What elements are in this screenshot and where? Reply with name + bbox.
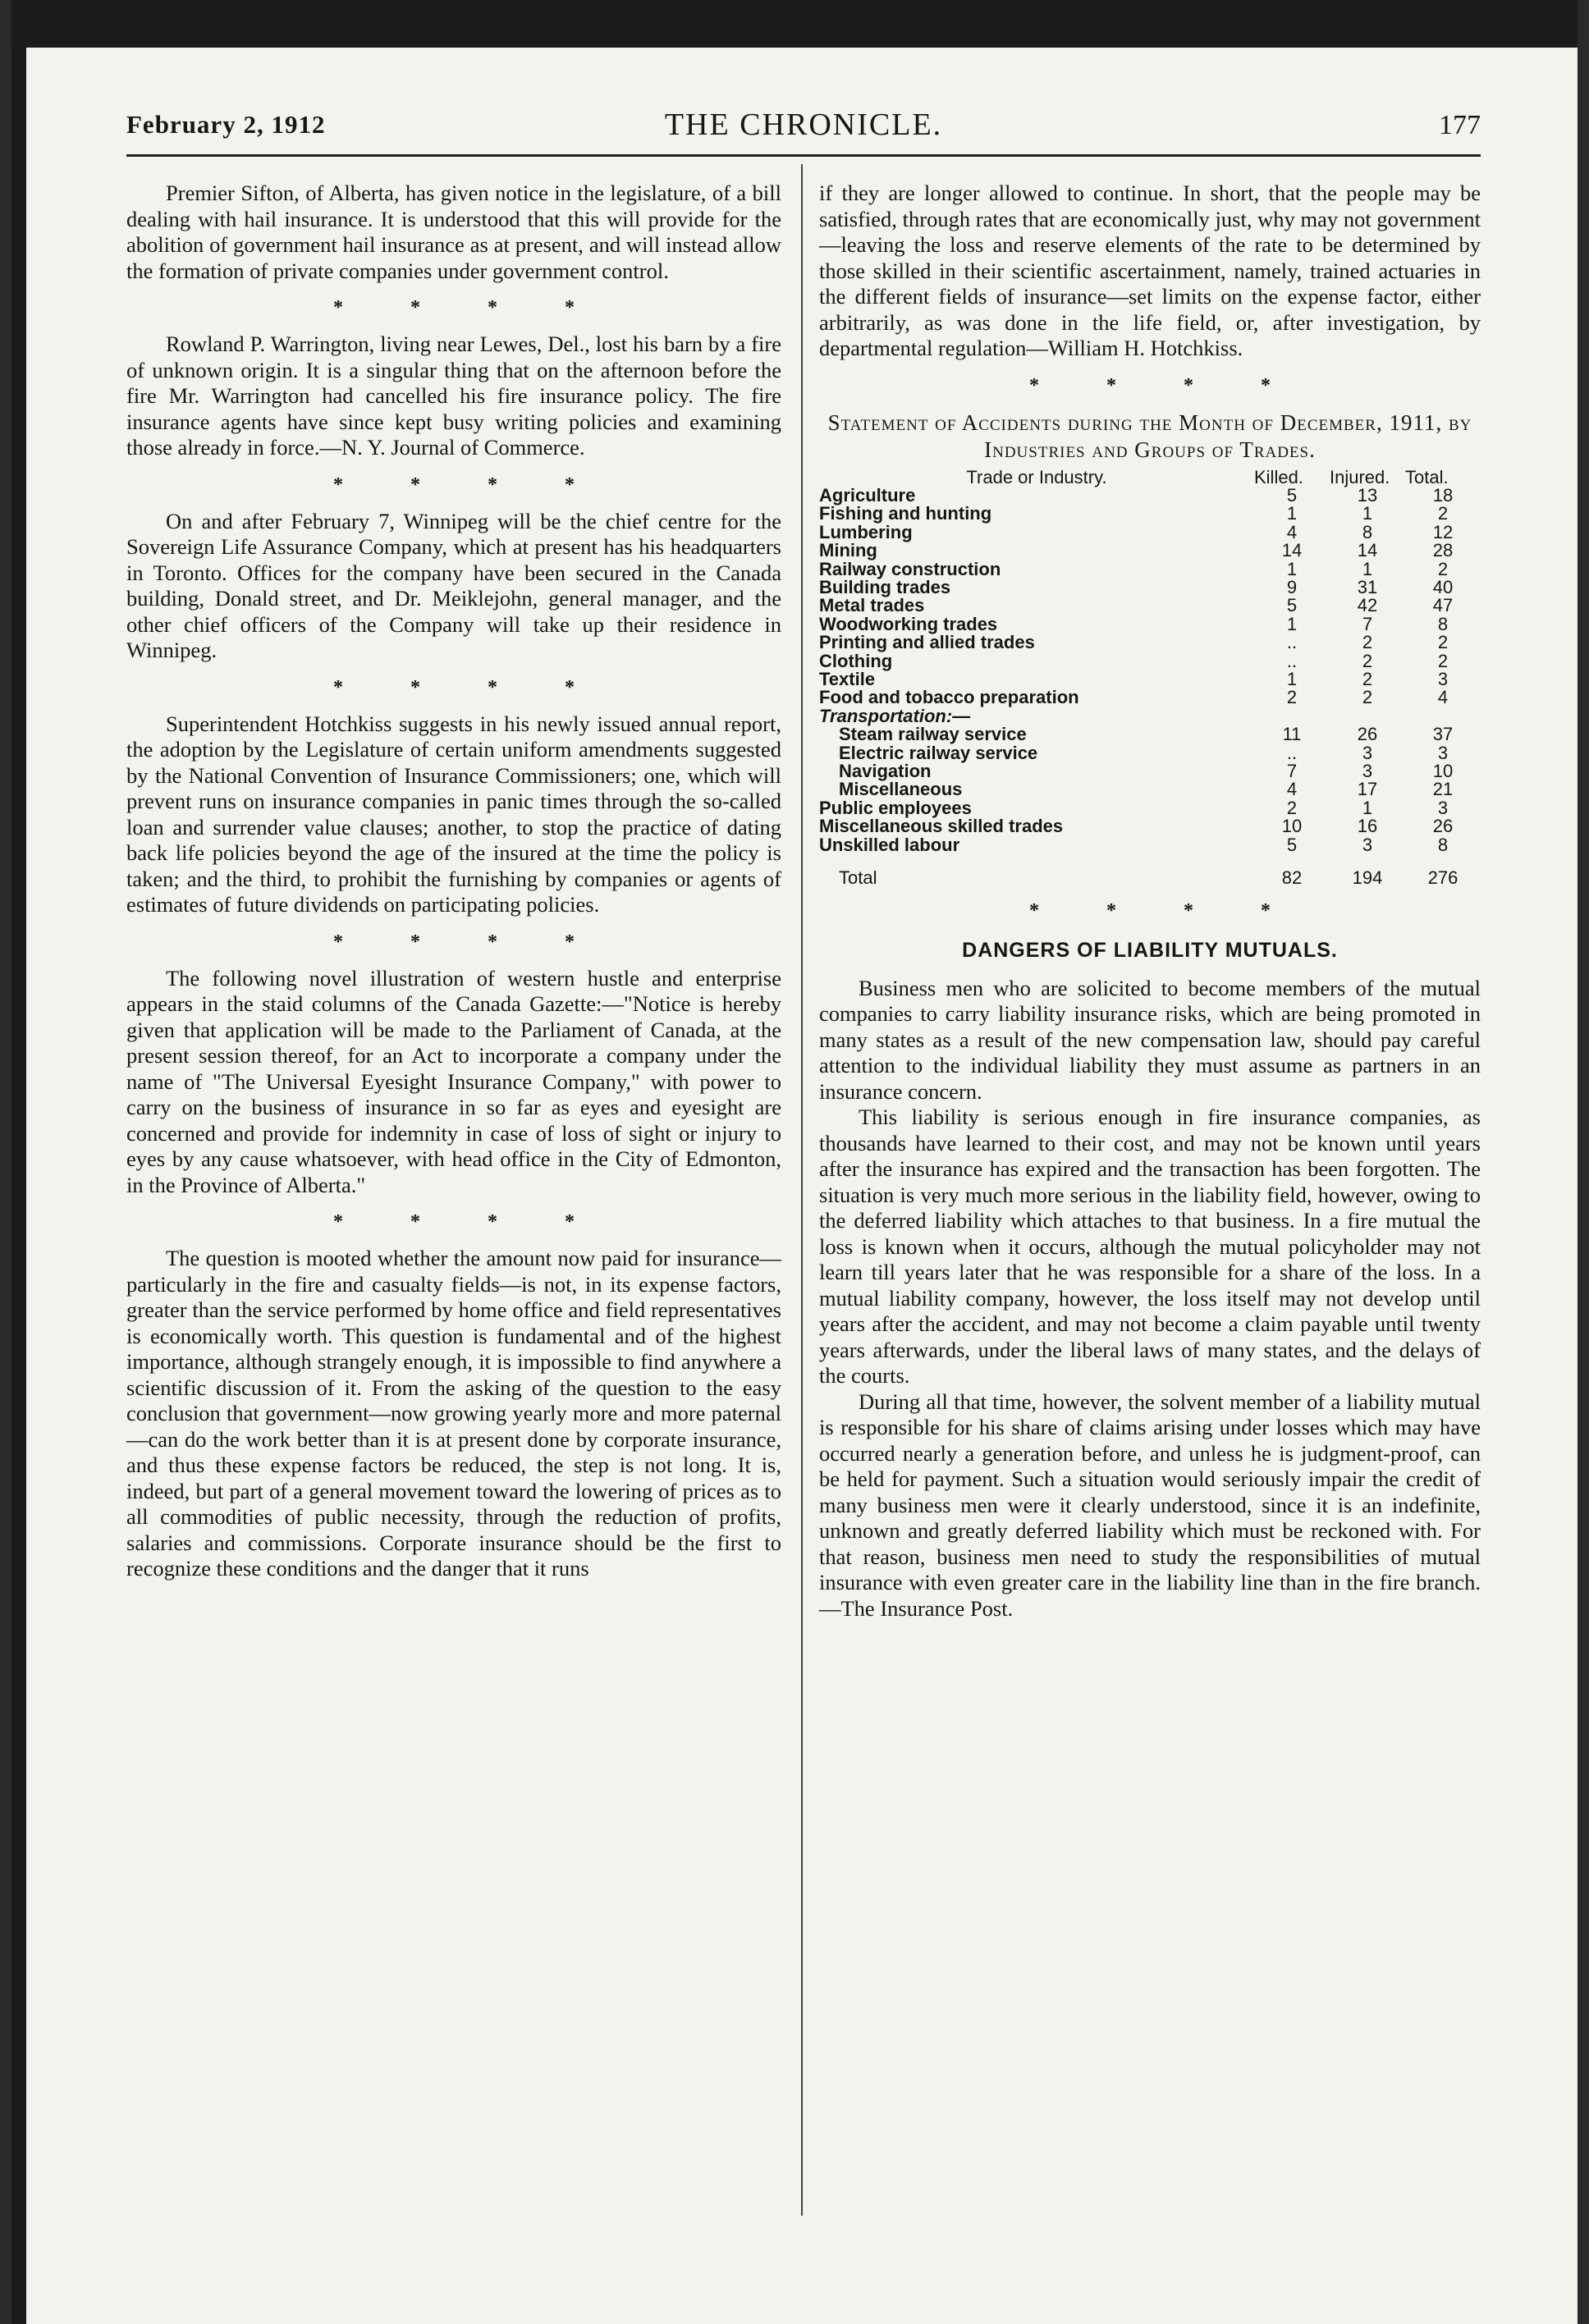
total-cell: 3 xyxy=(1437,668,1449,689)
trade-cell: Navigation xyxy=(839,761,932,781)
killed-cell: 5 xyxy=(1286,834,1298,855)
right-column xyxy=(819,181,1481,1622)
injured-cell xyxy=(1330,707,1405,725)
total-cell: 2 xyxy=(1437,632,1449,653)
injured-cell: 3 xyxy=(1362,761,1373,781)
header-total: Total. xyxy=(1405,466,1449,487)
injured-cell: 3 xyxy=(1362,742,1373,763)
article-insurance-cost: The question is mooted whether the amount now paid for insurance—particularly in the fire and casualty fields—is not, in its expense factors, greater than the service performed by home office and field representatives is economically worth. This question is fundamental and of the highest importance, although strangely enough, it is impossible to find anywhere a scientific discussion of it. From the asking of the question to the easy conclusion that government—now growing yearly more and more paternal—can do the work better than it is at present done by corporate insurance, and thus these expense factors be reduced, the step is not long. It is, indeed, but part of a general movement toward the lowering of prices as to all commodities of public necessity, through the reduction of profits, salaries and commissions. Corporate insurance should be the first to recognize these conditions and the danger that it runs xyxy=(126,1246,781,1581)
total-cell: 28 xyxy=(1432,540,1454,561)
trade-cell: Agriculture xyxy=(819,484,916,506)
table-row xyxy=(819,707,1481,725)
trade-cell: Miscellaneous xyxy=(839,779,963,800)
header-rule xyxy=(126,154,1481,157)
trade-cell: Steam railway service xyxy=(839,724,1027,745)
injured-cell: 31 xyxy=(1357,576,1378,597)
table-row xyxy=(819,652,1481,670)
total-cell: 10 xyxy=(1432,761,1454,781)
table-row xyxy=(819,762,1481,780)
article-warrington-fire: Rowland P. Warrington, living near Lewes, Del., lost his barn by a fire of unknown origin. It is a singular thing that on the afternoon before the fire Mr. Warrington had cancelled his fire insurance policy. The fire insurance agents have since kept busy writing policies and examining those already in force.—N. Y. Journal of Commerce. xyxy=(126,332,781,460)
trade-cell: Unskilled labour xyxy=(819,834,960,855)
trade-cell: Metal trades xyxy=(819,595,925,616)
page-header xyxy=(126,107,1481,156)
trade-cell: Woodworking trades xyxy=(819,613,998,634)
header-injured: Injured. xyxy=(1330,466,1390,487)
table-row xyxy=(819,487,1481,505)
section-separator: * * * * xyxy=(333,473,606,496)
injured-cell: 13 xyxy=(1357,484,1378,506)
table-row xyxy=(819,560,1481,579)
table-row xyxy=(819,615,1481,634)
total-cell: 2 xyxy=(1437,558,1449,579)
table-row xyxy=(819,579,1481,597)
header-trade: Trade or Industry. xyxy=(966,466,1107,487)
section-separator: * * * * xyxy=(333,1211,606,1233)
column-divider xyxy=(801,164,803,2216)
table-row xyxy=(819,817,1481,835)
newspaper-page xyxy=(11,0,1578,2324)
scan-border xyxy=(11,0,1578,48)
total-cell: 3 xyxy=(1437,742,1449,763)
table-row xyxy=(819,634,1481,652)
masthead-title: THE CHRONICLE. xyxy=(664,108,943,142)
article-sovereign-life: On and after February 7, Winnipeg will be the chief centre for the Sovereign Life Assurance Company, which at present has his headquarters in Toronto. Offices for the company have been secured in the Canada building, Donald street, and Dr. Meiklejohn, general manager, and the other chief officers of the Company will take up their residence in Winnipeg. xyxy=(126,508,781,662)
trade-cell: Lumbering xyxy=(819,521,913,542)
killed-cell: .. xyxy=(1286,742,1298,763)
killed-cell: 4 xyxy=(1286,521,1298,542)
injured-cell: 2 xyxy=(1362,632,1373,653)
trade-cell: Railway construction xyxy=(819,558,1001,579)
left-column xyxy=(126,181,781,1582)
killed-cell: 11 xyxy=(1282,724,1302,745)
section-separator: * * * * xyxy=(1029,900,1302,922)
killed-cell: .. xyxy=(1286,650,1298,671)
accident-table xyxy=(819,466,1481,889)
trade-cell: Transportation:— xyxy=(819,705,971,726)
table-row xyxy=(819,597,1481,615)
injured-cell: 1 xyxy=(1362,503,1373,524)
trade-cell: Building trades xyxy=(819,576,951,597)
injured-cell: 1 xyxy=(1362,558,1373,579)
total-total: 276 xyxy=(1427,867,1458,889)
total-cell: 2 xyxy=(1437,503,1449,524)
page-number: 177 xyxy=(1439,110,1481,140)
injured-cell: 2 xyxy=(1362,668,1373,689)
accident-statement-title: Statement of Accidents during the Month of December, 1911, by Industries and Groups of Trades. xyxy=(827,409,1472,462)
total-cell: 12 xyxy=(1432,521,1454,542)
trade-cell: Mining xyxy=(819,540,877,561)
table-row xyxy=(819,689,1481,707)
total-cell: 8 xyxy=(1437,613,1449,634)
section-separator: * * * * xyxy=(333,676,606,698)
killed-cell: 2 xyxy=(1286,687,1298,708)
injured-cell: 14 xyxy=(1357,540,1378,561)
injured-cell: 7 xyxy=(1362,613,1373,634)
total-cell: 37 xyxy=(1432,724,1454,745)
total-label: Total xyxy=(839,867,877,889)
killed-cell: 1 xyxy=(1286,558,1298,579)
header-killed: Killed. xyxy=(1254,466,1303,487)
total-cell: 8 xyxy=(1437,834,1449,855)
binding-edge xyxy=(11,0,26,2324)
injured-cell: 17 xyxy=(1357,779,1378,800)
killed-cell: 5 xyxy=(1286,484,1298,506)
trade-cell: Textile xyxy=(819,668,876,689)
table-row xyxy=(819,744,1481,762)
killed-cell: .. xyxy=(1286,632,1298,653)
issue-date: February 2, 1912 xyxy=(126,110,326,139)
table-row xyxy=(819,524,1481,542)
killed-cell: 7 xyxy=(1286,761,1298,781)
killed-cell xyxy=(1254,707,1330,725)
trade-cell: Printing and allied trades xyxy=(819,632,1035,653)
table-row xyxy=(819,542,1481,560)
article-liability-conclusion: During all that time, however, the solvent member of a liability mutual is responsible for his share of claims arising under losses which may have occurred nearly a generation before, and unless he is judgment-proof, can be held for payment. Such a situation would seriously impair the credit of many business men were it clearly understood, since it is an indefinite, unknown and greatly deferred liability which must be reckoned with. For that reason, business men need to study the responsibilities of mutual insurance with even greater care in the liability line than in the fire branch.—The Insurance Post. xyxy=(819,1388,1481,1621)
trade-cell: Miscellaneous skilled trades xyxy=(819,816,1064,837)
article-insurance-cost-continued: if they are longer allowed to continue. In short, that the people may be satisfied, through rates that are economically just, why may not government—leaving the loss and reserve elements of the rate to be determined by those skilled in their scientific ascertainment, namely, trained actuaries in the different fields of insurance—set limits on the expense factor, either arbitrarily, as was done in the life field, or, after investigation, by departmental regulation—William H. Hotchkiss. xyxy=(819,181,1481,360)
total-cell: 2 xyxy=(1437,650,1449,671)
killed-cell: 2 xyxy=(1286,797,1298,818)
table-total-row xyxy=(819,854,1481,887)
article-liability-intro: Business men who are solicited to become members of the mutual companies to carry liability insurance risks, which are being promoted in many states as a result of the new compensation law, should pay careful attention to the individual liability they must assume as partners in an insurance concern. xyxy=(819,975,1481,1104)
killed-cell: 9 xyxy=(1286,576,1298,597)
injured-cell: 3 xyxy=(1362,834,1373,855)
article-hail-insurance: Premier Sifton, of Alberta, has given notice in the legislature, of a bill dealing with hail insurance. It is understood that this will provide for the abolition of government hail insurance as at present, and will instead allow the formation of private companies under government control. xyxy=(126,181,781,283)
killed-cell: 1 xyxy=(1286,503,1298,524)
trade-cell: Public employees xyxy=(819,797,972,818)
killed-cell: 1 xyxy=(1286,668,1298,689)
injured-cell: 1 xyxy=(1362,797,1373,818)
total-killed: 82 xyxy=(1281,867,1303,889)
table-row xyxy=(819,799,1481,817)
section-separator: * * * * xyxy=(333,931,606,953)
accident-table-body xyxy=(819,484,1481,889)
trade-cell: Fishing and hunting xyxy=(819,503,992,524)
article-liability-situation: This liability is serious enough in fire insurance companies, as thousands have learned to their cost, and may not be known until years after the insurance has expired and the transaction has been forgotten. The situation is very much more serious in the liability field, however, owing to the deferred liability which attaches to that business. In a fire mutual the loss is known when it occurs, although the mutual policyholder may not learn till years later that he was responsible for a share of the loss. In a mutual liability company, however, the loss itself may not develop until years after the accident, and may not become a claim payable until twenty years afterwards, under the liberal laws of many states, and the delays of the courts. xyxy=(819,1105,1481,1388)
article-hotchkiss-report: Superintendent Hotchkiss suggests in his newly issued annual report, the adoption by the Legislature of certain uniform amendments suggested by the National Convention of Insurance Commissioners; one, which will prevent runs on insurance companies in panic times through the so-called loan and surrender value clauses; another, to stop the practice of dating back life policies beyond the age of the insured at the time the policy is taken; and the third, to prohibit the furnishing by companies or agents of estimates of future dividends on participating policies. xyxy=(126,711,781,917)
total-cell: 3 xyxy=(1437,797,1449,818)
injured-cell: 42 xyxy=(1357,595,1378,616)
table-header-row xyxy=(819,469,1481,487)
injured-cell: 16 xyxy=(1357,816,1378,837)
trade-cell: Clothing xyxy=(819,650,893,671)
table-row xyxy=(819,670,1481,689)
table-row xyxy=(819,836,1481,854)
article-headline: DANGERS OF LIABILITY MUTUALS. xyxy=(962,939,1338,963)
injured-cell: 26 xyxy=(1357,724,1378,745)
section-separator: * * * * xyxy=(333,297,606,318)
total-injured: 194 xyxy=(1352,867,1383,889)
injured-cell: 2 xyxy=(1362,687,1373,708)
section-separator: * * * * xyxy=(1029,374,1302,396)
trade-cell: Food and tobacco preparation xyxy=(819,687,1079,708)
killed-cell: 5 xyxy=(1286,595,1298,616)
table-row xyxy=(819,725,1481,743)
total-cell xyxy=(1405,707,1481,725)
killed-cell: 1 xyxy=(1286,613,1298,634)
injured-cell: 8 xyxy=(1362,521,1373,542)
killed-cell: 14 xyxy=(1281,540,1303,561)
table-row xyxy=(819,505,1481,523)
total-cell: 26 xyxy=(1432,816,1454,837)
total-cell: 4 xyxy=(1437,687,1449,708)
total-cell: 40 xyxy=(1432,576,1454,597)
total-cell: 21 xyxy=(1432,779,1454,800)
total-cell: 18 xyxy=(1432,484,1454,506)
table-row xyxy=(819,780,1481,798)
article-eyesight-insurance: The following novel illustration of western hustle and enterprise appears in the staid columns of the Canada Gazette:—"Notice is hereby given that application will be made to the Parliament of Canada, at the present session thereof, for an Act to incorporate a company under the name of "The Universal Eyesight Insurance Company," with power to carry on the business of insurance in so far as eyes and eyesight are concerned and provide for indemnity in case of loss of sight or injury to eyes by any cause whatsoever, with head office in the City of Edmonton, in the Province of Alberta." xyxy=(126,965,781,1197)
trade-cell: Electric railway service xyxy=(839,742,1038,763)
killed-cell: 4 xyxy=(1286,779,1298,800)
injured-cell: 2 xyxy=(1362,650,1373,671)
killed-cell: 10 xyxy=(1281,816,1303,837)
total-cell: 47 xyxy=(1432,595,1454,616)
